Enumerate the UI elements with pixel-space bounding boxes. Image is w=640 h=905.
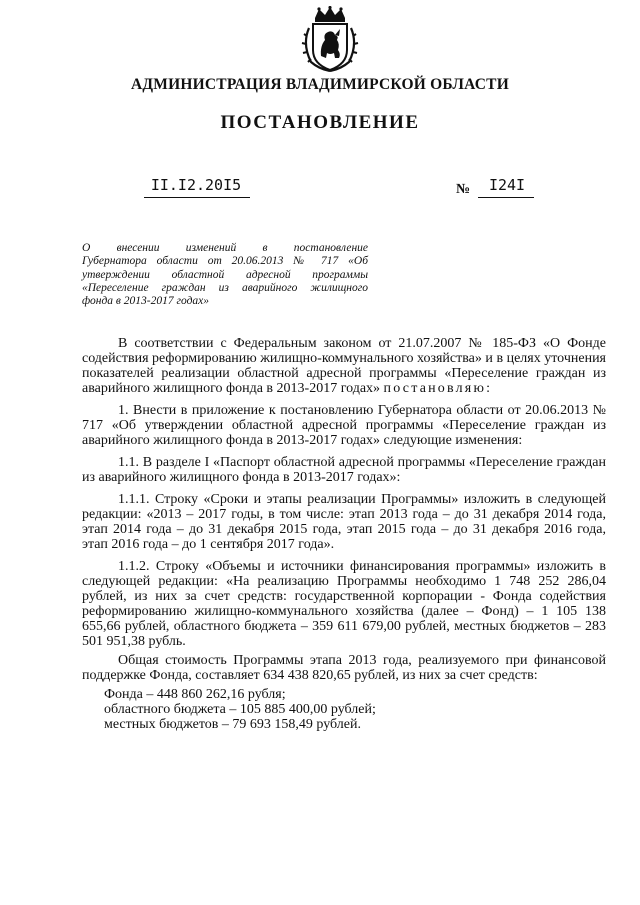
paragraph-item-1: 1. Внести в приложение к постановлению Губернатора области от 20.06.2013 № 717 «Об утверждении областной адресной программы «Переселение граждан из аварийного жилищного фонда в 2013-2017 годах» следующие изменения: (82, 403, 606, 448)
paragraph-item-1-1: 1.1. В разделе I «Паспорт областной адресной программы «Переселение граждан из аварийного жилищного фонда в 2013-2017 годах»: (82, 455, 606, 485)
coat-of-arms-emblem (299, 6, 361, 72)
decree-word: постановляю: (383, 381, 493, 396)
paragraph-preamble (82, 336, 606, 396)
document-subject (82, 242, 368, 308)
subject-line: утверждении областной адресной программы (82, 268, 368, 281)
funding-local: местных бюджетов – 79 693 158,49 рублей. (104, 717, 361, 732)
funding-regional: областного бюджета – 105 885 400,00 рублей; (104, 702, 376, 717)
subject-line: О внесении изменений в постановление (82, 242, 368, 254)
document-number: I24I (488, 176, 526, 194)
agency-name: АДМИНИСТРАЦИЯ ВЛАДИМИРСКОЙ ОБЛАСТИ (131, 76, 509, 93)
date-underline (144, 197, 250, 198)
paragraph-stage-2013: Общая стоимость Программы этапа 2013 года, реализуемого при финансовой поддержке Фонда, составляет 634 438 820,65 рублей, из них за счет средств: (82, 653, 606, 683)
document-date: II.I2.20I5 (150, 176, 242, 194)
subject-line: Губернатора области от 20.06.2013 № 717 «Об (82, 255, 368, 268)
number-underline (478, 197, 534, 198)
document-body (82, 336, 606, 732)
document-type: ПОСТАНОВЛЕНИЕ (220, 112, 420, 133)
paragraph-item-1-1-2: 1.1.2. Строку «Объемы и источники финансирования программы» изложить в следующей редакции: «На реализацию Программы необходимо 1 748 252 286,04 рублей, из них за счет средств: государственной корпорации - Фонда содействия реформированию жилищно-коммунального хозяйства (далее – Фонд) – 1 105 138 655,66 рублей, областного бюджета – 359 611 679,00 рублей, местных бюджетов – 283 501 951,38 рубль. (82, 559, 606, 649)
subject-line: «Переселение граждан из аварийного жилищного (82, 281, 368, 294)
paragraph-item-1-1-1: 1.1.1. Строку «Сроки и этапы реализации Программы» изложить в следующей редакции: «2013 – 2017 годы, в том числе: этап 2013 года – до 31 декабря 2014 года, этап 2014 года – до 31 декабря 2015 года, этап 2015 года – до 31 декабря 2016 года, этап 2016 года – до 1 сентября 2017 года». (82, 492, 606, 552)
subject-line: фонда в 2013-2017 годах» (82, 295, 209, 308)
preamble-text: В соответствии с Федеральным законом от 21.07.2007 № 185-ФЗ «О Фонде содействия реформированию жилищно-коммунального хозяйства» и в целях уточнения показателей реализации областной адресной программы «Переселение граждан из аварийного жилищного фонда в 2013-2017 годах» (82, 336, 606, 396)
number-label: № (456, 182, 471, 197)
funding-fund: Фонда – 448 860 262,16 рубля; (104, 687, 286, 702)
